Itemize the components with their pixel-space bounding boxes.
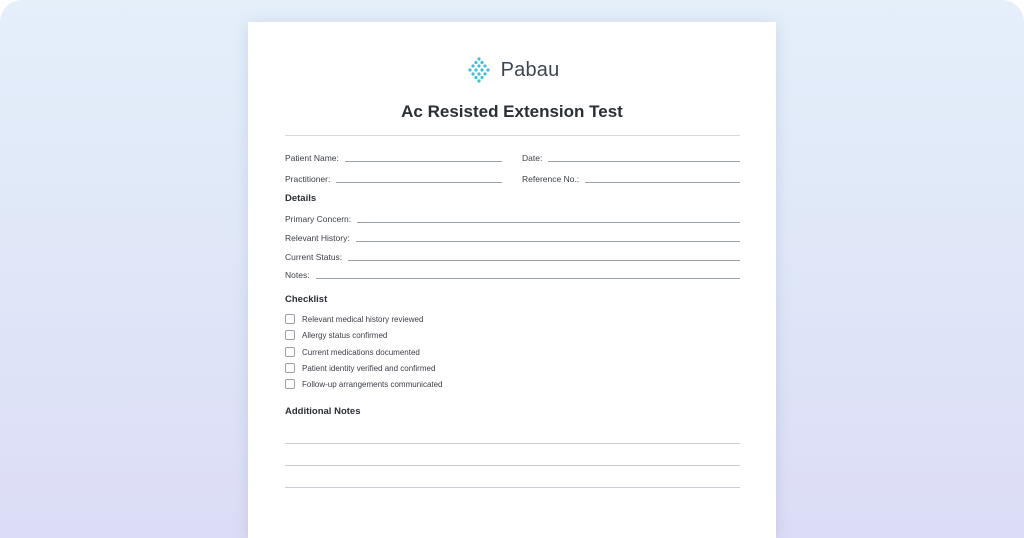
checklist-item-label: Current medications documented: [302, 347, 420, 357]
practitioner-field[interactable]: [285, 170, 502, 184]
diamond-dot-logo-icon: [465, 56, 493, 84]
checklist-item[interactable]: [285, 378, 443, 390]
additional-notes-line[interactable]: [285, 465, 740, 466]
checklist-item-label: Relevant medical history reviewed: [302, 314, 424, 324]
primary-concern-line[interactable]: [357, 222, 740, 223]
checklist-item[interactable]: [285, 362, 435, 374]
checklist-item-label: Follow-up arrangements communicated: [302, 379, 443, 389]
brand-logo: [248, 56, 776, 84]
current-status-label: Current Status:: [285, 252, 343, 262]
checklist-item[interactable]: [285, 313, 423, 325]
primary-concern-field[interactable]: [285, 210, 740, 224]
patient-name-line[interactable]: [345, 161, 502, 162]
date-line[interactable]: [548, 161, 740, 162]
patient-name-label: Patient Name:: [285, 153, 339, 163]
title-divider: [285, 135, 740, 136]
checklist-item-label: Allergy status confirmed: [302, 330, 388, 340]
reference-field[interactable]: [522, 170, 740, 184]
notes-line[interactable]: [316, 278, 740, 279]
checkbox[interactable]: [285, 363, 295, 373]
primary-concern-label: Primary Concern:: [285, 214, 352, 224]
checklist-item[interactable]: [285, 346, 420, 358]
practitioner-line[interactable]: [336, 182, 502, 183]
checkbox[interactable]: [285, 379, 295, 389]
checkbox[interactable]: [285, 314, 295, 324]
patient-name-field[interactable]: [285, 149, 502, 163]
notes-field[interactable]: [285, 266, 740, 280]
brand-name: Pabau: [500, 58, 560, 81]
form-sheet: [248, 22, 776, 538]
form-title: Ac Resisted Extension Test: [401, 102, 623, 121]
relevant-history-label: Relevant History:: [285, 233, 350, 243]
additional-notes-line[interactable]: [285, 443, 740, 444]
relevant-history-field[interactable]: [285, 229, 740, 243]
checklist-item-label: Patient identity verified and confirmed: [302, 363, 436, 373]
date-label: Date:: [522, 153, 543, 163]
relevant-history-line[interactable]: [356, 241, 740, 242]
current-status-field[interactable]: [285, 248, 740, 262]
reference-line[interactable]: [585, 182, 740, 183]
checklist-heading: Checklist: [285, 294, 328, 305]
details-heading: Details: [285, 193, 317, 204]
reference-label: Reference No.:: [522, 174, 580, 184]
additional-notes-line[interactable]: [285, 487, 740, 488]
checkbox[interactable]: [285, 330, 295, 340]
additional-notes-heading: Additional Notes: [285, 406, 361, 417]
checklist-item[interactable]: [285, 329, 387, 341]
checkbox[interactable]: [285, 347, 295, 357]
notes-label: Notes:: [285, 270, 310, 280]
practitioner-label: Practitioner:: [285, 174, 331, 184]
date-field[interactable]: [522, 149, 740, 163]
current-status-line[interactable]: [348, 260, 740, 261]
